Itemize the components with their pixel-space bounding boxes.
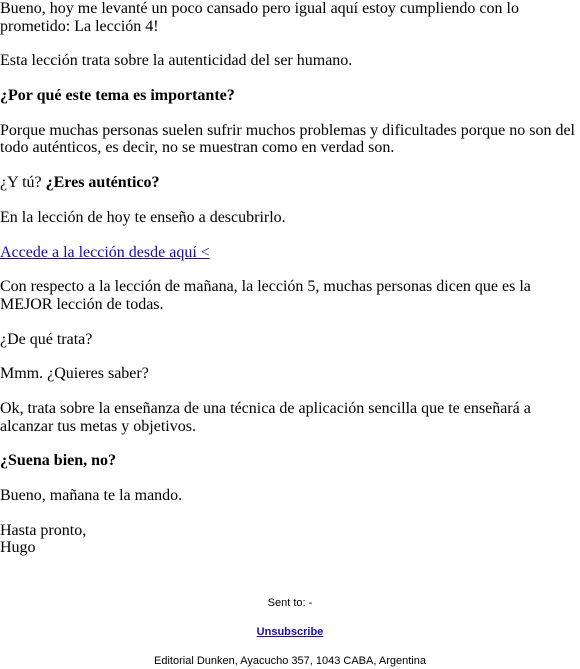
tomorrow-paragraph: Con respecto a la lección de mañana, la lección 5, muchas personas dicen que es la MEJOR lección de todas. xyxy=(0,278,531,313)
sounds-good-text: ¿Suena bien, no? xyxy=(0,452,117,470)
sent-to-text: Sent to: - xyxy=(267,597,313,609)
unsubscribe-wrapper xyxy=(0,625,580,639)
closing-text: Hasta pronto, xyxy=(0,521,87,539)
technique-paragraph: Ok, trata sobre la enseñanza de una técnica de aplicación sencilla que te enseñará a alcanzar tus metas y objetivos. xyxy=(0,400,531,435)
what-about-paragraph: ¿De qué trata? xyxy=(0,330,93,348)
reason-paragraph: Porque muchas personas suelen sufrir muchos problemas y dificultades porque no son del todo auténticos, es decir, no se muestran como en verdad son. xyxy=(0,121,575,157)
want-to-know-paragraph: Mmm. ¿Quieres saber? xyxy=(0,365,149,383)
question-bold-text: ¿Eres auténtico? xyxy=(45,174,160,191)
access-lesson-link[interactable]: Accede a la lección desde aquí < xyxy=(0,243,210,261)
sounds-good-paragraph xyxy=(0,452,578,470)
signature-text: Hugo xyxy=(0,539,36,557)
intro-paragraph: Bueno, hoy me levanté un poco cansado pero igual aquí estoy cumpliendo con lo prometido: La lección 4! xyxy=(0,0,519,35)
unsubscribe-link[interactable]: Unsubscribe xyxy=(256,626,324,638)
signoff xyxy=(0,522,578,557)
question-plain-text: ¿Y tú? xyxy=(0,174,46,191)
important-heading-text: ¿Por qué este tema es importante? xyxy=(0,87,235,104)
authentic-question xyxy=(0,174,578,192)
discover-paragraph: En la lección de hoy te enseño a descubrirlo. xyxy=(0,208,286,226)
important-heading xyxy=(0,87,578,105)
footer-address: Editorial Dunken, Ayacucho 357, 1043 CABA, Argentina xyxy=(154,655,426,667)
access-link-paragraph xyxy=(0,244,578,262)
topic-paragraph: Esta lección trata sobre la autenticidad del ser humano. xyxy=(0,52,353,70)
send-tomorrow-paragraph: Bueno, mañana te la mando. xyxy=(0,487,183,504)
